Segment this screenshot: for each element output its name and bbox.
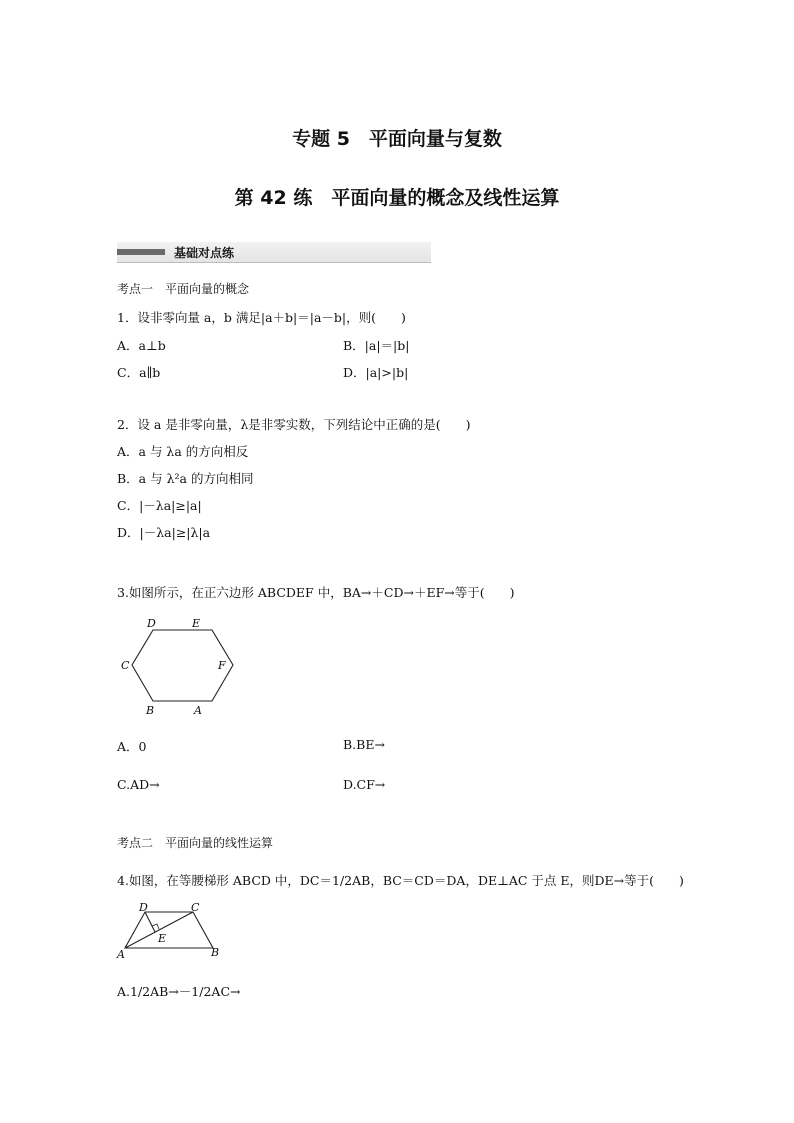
section-bar [117, 242, 431, 263]
q3-option-b: B.BE→ [343, 737, 385, 752]
trap-label-c: C [191, 901, 200, 914]
q3-option-a: A．0 [117, 739, 147, 754]
q1-option-a: A．a⊥b [117, 338, 166, 353]
section-bar-accent [117, 249, 165, 255]
hex-label-f: F [218, 659, 226, 672]
hex-label-e: E [192, 617, 201, 630]
segment-de [145, 912, 155, 932]
trap-label-d: D [139, 901, 148, 914]
q1-stem: 1．设非零向量 a，b 满足|a＋b|＝|a－b|，则( ) [117, 310, 406, 325]
q2-stem: 2．设 a 是非零向量，λ是非零实数，下列结论中正确的是( ) [117, 417, 471, 432]
q2-option-d: D．|－λa|≥|λ|a [117, 525, 211, 540]
q2-option-b: B．a 与 λ²a 的方向相同 [117, 471, 254, 486]
q4-stem: 4.如图，在等腰梯形 ABCD 中，DC＝1/2AB，BC＝CD＝DA，DE⊥AC 于点 E，则DE→等于( ) [117, 873, 684, 888]
hex-label-b: B [146, 704, 155, 717]
q1-option-d: D．|a|>|b| [343, 365, 409, 380]
section-label: 基础对点练 [174, 246, 235, 260]
trap-label-e: E [158, 932, 167, 945]
q1-option-c: C．a∥b [117, 365, 161, 380]
topic-1-heading: 考点一 平面向量的概念 [117, 282, 250, 296]
q2-option-c: C．|－λa|≥|a| [117, 498, 202, 513]
q4-option-a: A.1/2AB→－1/2AC→ [117, 984, 241, 999]
exercise-title: 第 42 练 平面向量的概念及线性运算 [234, 187, 560, 209]
hex-label-a: A [194, 704, 202, 717]
q3-option-c: C.AD→ [117, 777, 160, 792]
q3-option-d: D.CF→ [343, 777, 386, 792]
hexagon-figure [115, 612, 235, 720]
q3-stem: 3.如图所示，在正六边形 ABCDEF 中，BA→＋CD→＋EF→等于( ) [117, 585, 515, 600]
topic-2-heading: 考点二 平面向量的线性运算 [117, 836, 274, 850]
trap-label-b: B [211, 946, 220, 959]
hex-label-c: C [121, 659, 130, 672]
q1-option-b: B．|a|＝|b| [343, 338, 410, 353]
trapezoid-shape [125, 912, 213, 948]
chapter-title: 专题 5 平面向量与复数 [292, 128, 502, 150]
trap-label-a: A [117, 948, 125, 961]
trapezoid-figure [115, 900, 227, 962]
q2-option-a: A．a 与 λa 的方向相反 [117, 444, 249, 459]
hex-label-d: D [147, 617, 156, 630]
